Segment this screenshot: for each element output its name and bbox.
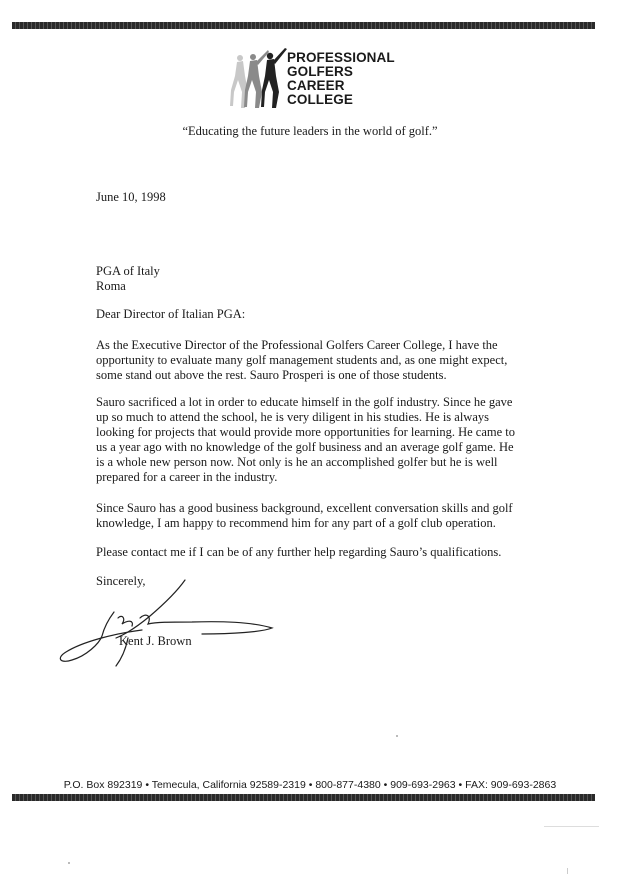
paragraph-1: As the Executive Director of the Professional Golfers Career College, I have the opportunity to evaluate many golf management students and, as one might expect, some stand out above the rest. Sauro Prosperi is one of those students.: [96, 338, 508, 382]
top-rule: [12, 22, 595, 29]
closing: Sincerely,: [96, 574, 146, 588]
recipient-line: Roma: [96, 279, 126, 293]
footer-contact: P.O. Box 892319 • Temecula, California 92589-2319 • 800-877-4380 • 909-693-2963 • FAX: 909-693-2863: [63, 779, 557, 791]
signer-name: Kent J. Brown: [119, 634, 192, 648]
logo-line-college: COLLEGE: [287, 92, 353, 107]
scan-speck: [68, 862, 70, 864]
paragraph-4: Please contact me if I can be of any further help regarding Sauro’s qualifications.: [96, 545, 502, 559]
salutation: Dear Director of Italian PGA:: [96, 307, 246, 321]
recipient-address: [96, 264, 160, 294]
logo-line-professional: PROFESSIONAL: [287, 50, 395, 65]
logo-line-career: CAREER: [287, 78, 345, 93]
paragraph-2: Sauro sacrificed a lot in order to educate himself in the golf industry. Since he gave up so much to attend the school, he is very diligent in his studies. He is always looking for projects that would provide more opportunities for learning. He came to us a year ago with no knowledge of the golf business and an average golf game. He is a whole new person now. Not only is he an accomplished golfer but he is well prepared for a career in the industry.: [96, 395, 515, 484]
scan-speck: [567, 868, 568, 874]
college-logo: [230, 46, 410, 110]
scan-speck: [396, 735, 398, 737]
handwritten-signature: [52, 578, 277, 673]
paragraph-3: Since Sauro has a good business background, excellent conversation skills and golf knowledge, I am happy to recommend him for any part of a golf club operation.: [96, 501, 513, 530]
college-name: [287, 51, 395, 107]
logo-line-golfers: GOLFERS: [287, 64, 353, 79]
letter-date: June 10, 1998: [96, 190, 166, 204]
tagline: “Educating the future leaders in the world of golf.”: [182, 124, 438, 138]
bottom-rule: [12, 794, 595, 801]
golfer-silhouettes-icon: [230, 46, 288, 110]
recipient-line: PGA of Italy: [96, 264, 160, 278]
scan-speck: [544, 826, 599, 827]
